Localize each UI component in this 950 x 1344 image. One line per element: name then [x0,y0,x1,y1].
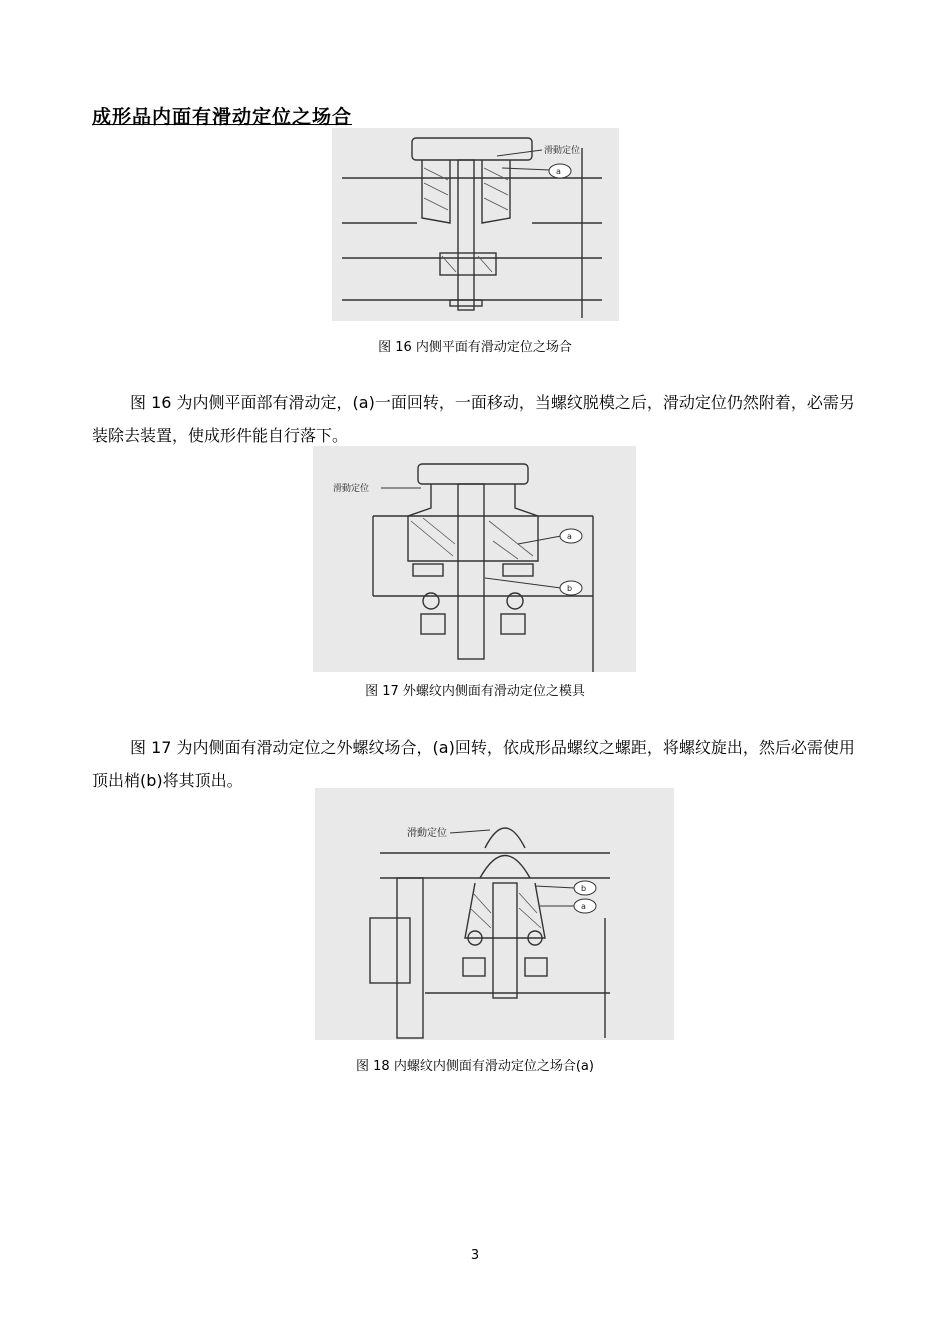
figure-16-svg [332,128,619,321]
figure-18-svg [315,788,674,1040]
figure-18-drawing [315,788,674,1040]
figure-17-label-a: a [567,532,572,541]
figure-17-svg [313,446,636,672]
paragraph-1: 图 16 为内侧平面部有滑动定，(a)一面回转，一面移动，当螺纹脱模之后，滑动定位仍然附着，必需另装除去装置，使成形件能自行落下。 [92,393,855,445]
figure-18-label-slide: 滑動定位 [407,828,447,839]
figure-16-drawing [332,128,619,321]
figure-17-caption: 图 17 外螺纹内侧面有滑动定位之模具 [365,684,585,699]
figure-16-caption: 图 16 内侧平面有滑动定位之场合 [378,340,572,355]
figure-18-label-a: a [581,902,586,911]
figure-16-label-a: a [556,167,561,176]
section-heading: 成形品内面有滑动定位之场合 [92,106,353,128]
paragraph-2: 图 17 为内侧面有滑动定位之外螺纹场合，(a)回转，依成形品螺纹之螺距，将螺纹旋出，然后必需使用顶出梢(b)将其顶出。 [92,738,855,790]
figure-17-label-slide: 滑動定位 [333,484,370,494]
figure-16-label-slide: 滑動定位 [544,146,581,156]
figure-17-label-b: b [567,584,573,593]
figure-18-caption: 图 18 内螺纹内侧面有滑动定位之场合(a) [356,1059,594,1074]
figure-18-label-b: b [581,884,587,893]
page-number: 3 [470,1248,480,1263]
figure-17-drawing [313,446,636,672]
